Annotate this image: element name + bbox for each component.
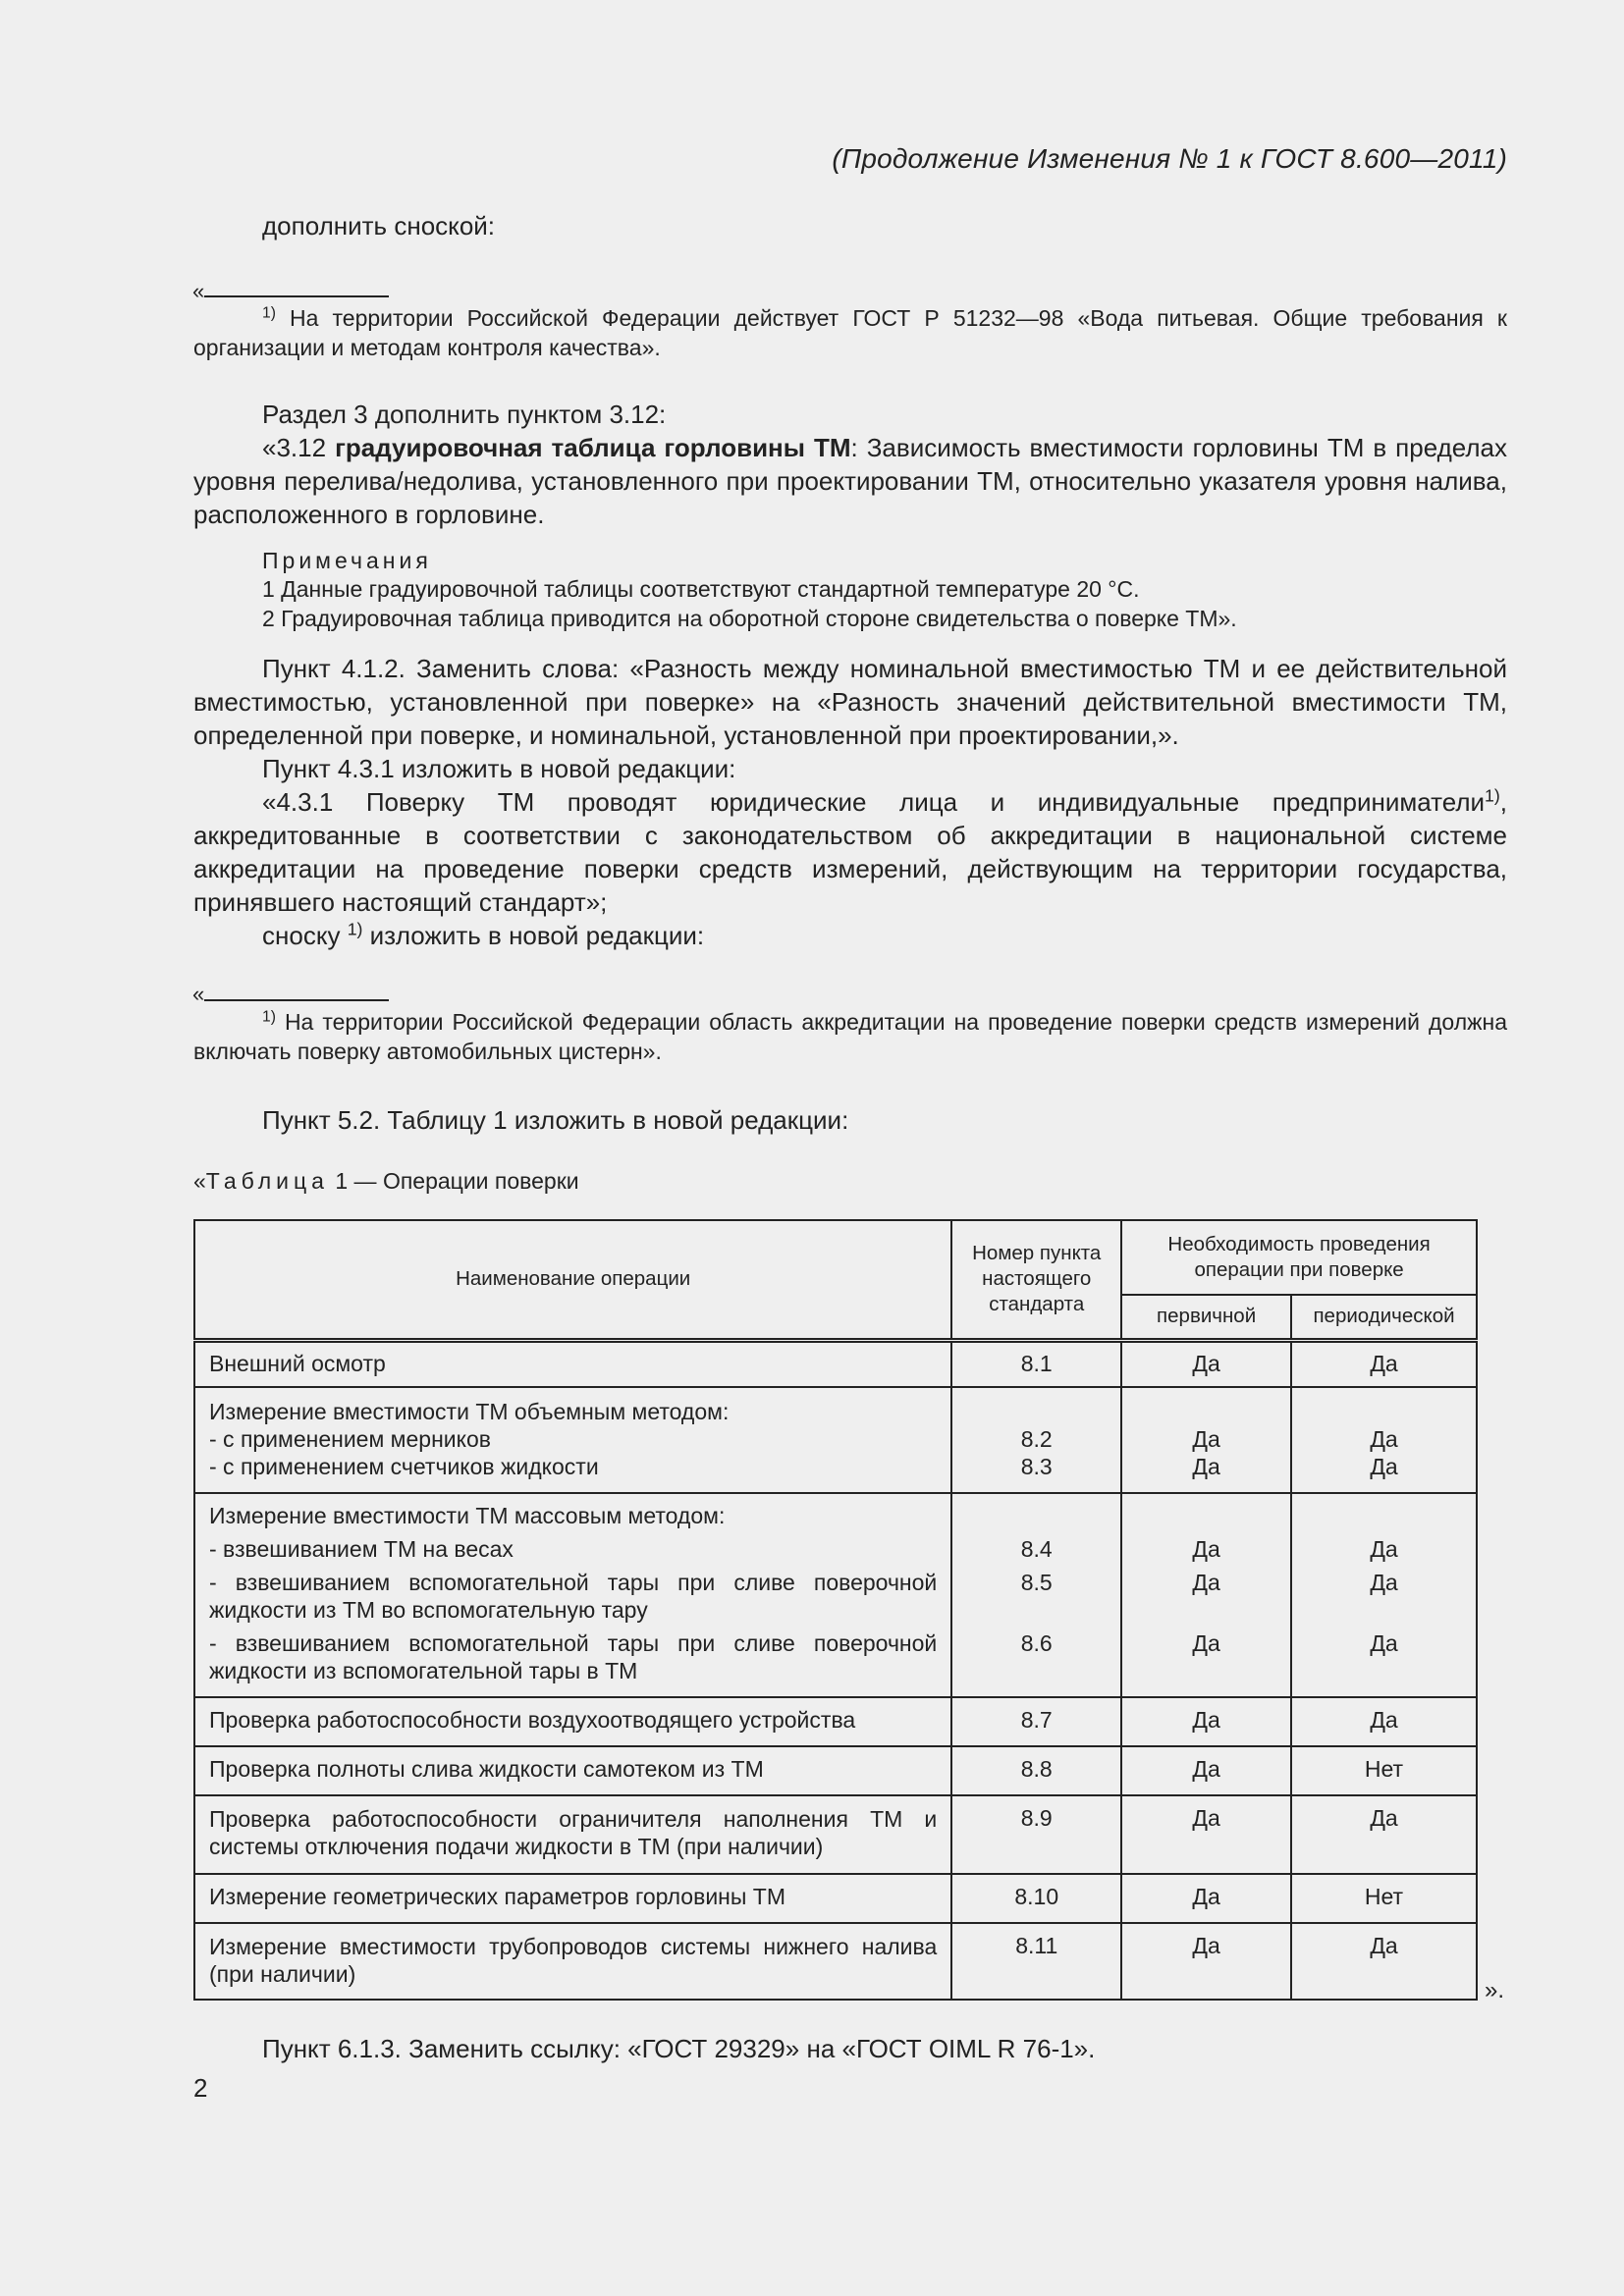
- clause-value: 8.4: [1020, 1536, 1053, 1562]
- cell-periodic: Нет: [1291, 1874, 1477, 1923]
- cell-operation: [194, 1493, 951, 1697]
- paragraph-3-12: [193, 431, 1507, 531]
- cell-operation: Проверка работоспособности воздухоотводящего устройства: [194, 1697, 951, 1746]
- header-periodic: периодической: [1291, 1295, 1477, 1340]
- cell-clause: 8.11: [951, 1923, 1121, 2000]
- paragraph-4-1-2: Пункт 4.1.2. Заменить слова: «Разность между номинальной вместимостью ТМ и ее действительной вместимостью, установленной при поверке» на «Разность значений действительной вместимости ТМ, определенной при поверке, и номинальной, установленной при проектировании,».: [193, 654, 1507, 750]
- primary-value: Да: [1192, 1630, 1220, 1656]
- term-title: градуировочная таблица горловины ТМ: [335, 433, 851, 462]
- footnote-rule: [204, 999, 389, 1001]
- note-2: 2 Градуировочная таблица приводится на оборотной стороне свидетельства о поверке ТМ».: [262, 606, 1237, 631]
- periodic-value: Да: [1370, 1630, 1398, 1656]
- header-necessity: Необходимость проведения операции при поверке: [1121, 1220, 1477, 1295]
- table-row: [194, 1923, 1477, 2000]
- cell-periodic: Да: [1291, 1923, 1477, 2000]
- footnote-rule: [204, 295, 389, 297]
- cell-clause: 8.10: [951, 1874, 1121, 1923]
- cell-clause: 8.9: [951, 1795, 1121, 1874]
- cell-periodic: Да: [1291, 1795, 1477, 1874]
- table-row: [194, 1697, 1477, 1746]
- table-row: [194, 1387, 1477, 1493]
- operation-text: Измерение вместимости трубопроводов системы нижнего налива (при наличии): [209, 1934, 938, 1987]
- footnote-marker: 1): [262, 304, 276, 322]
- footnote-text: На территории Российской Федерации область аккредитации на проведение поверки средств измерений должна включать поверку автомобильных цистерн».: [193, 1009, 1507, 1064]
- cell-clause: 8.8: [951, 1746, 1121, 1795]
- term-number: «3.12: [262, 433, 336, 462]
- caption-label: Таблица: [205, 1168, 329, 1194]
- p7-text-a: сноску: [262, 921, 348, 950]
- cell-primary: [1121, 1493, 1291, 1697]
- cell-clause: 8.1: [951, 1340, 1121, 1387]
- caption-quote: «: [193, 1168, 206, 1194]
- p6-text-b: , аккредитованные в соответствии с законодательством об аккредитации в национальной системе аккредитации на проведение поверки средств измерений, действующим на территории государства, принявшего настоящий стандарт»;: [193, 787, 1507, 917]
- paragraph-add-footnote: дополнить сноской:: [262, 211, 496, 240]
- cell-clause: 8.7: [951, 1697, 1121, 1746]
- periodic-value: Да: [1370, 1536, 1398, 1562]
- table-row: [194, 1874, 1477, 1923]
- periodic-value: Да: [1370, 1426, 1398, 1452]
- cell-periodic: [1291, 1493, 1477, 1697]
- cell-operation: Проверка полноты слива жидкости самотеком из ТМ: [194, 1746, 951, 1795]
- note-1: 1 Данные градуировочной таблицы соответствуют стандартной температуре 20 °С.: [262, 576, 1140, 602]
- table-header-row: [194, 1220, 1477, 1295]
- operation-subitem: - взвешиванием вспомогательной тары при сливе поверочной жидкости из ТМ во вспомогательную тару: [209, 1570, 938, 1623]
- cell-primary: Да: [1121, 1340, 1291, 1387]
- periodic-value: Да: [1370, 1570, 1398, 1595]
- footnote-quote-open: «: [192, 279, 205, 303]
- operation-text: Проверка работоспособности ограничителя наполнения ТМ и системы отключения подачи жидкости в ТМ (при наличии): [209, 1806, 938, 1859]
- paragraph-4-3-1-intro: Пункт 4.3.1 изложить в новой редакции:: [262, 754, 736, 783]
- operation-subitem: - с применением мерников: [209, 1426, 491, 1452]
- cell-clause: [951, 1493, 1121, 1697]
- clause-value: 8.6: [1020, 1630, 1053, 1656]
- table-row: [194, 1340, 1477, 1387]
- footnote-ref: 1): [347, 919, 363, 939]
- periodic-value: Да: [1370, 1454, 1398, 1479]
- operation-subitem: - взвешиванием ТМ на весах: [209, 1536, 514, 1562]
- footnote-text: На территории Российской Федерации действует ГОСТ Р 51232—98 «Вода питьевая. Общие требования к организации и методам контроля качества».: [193, 305, 1507, 360]
- clause-value: 8.3: [1020, 1454, 1053, 1479]
- cell-primary: [1121, 1387, 1291, 1493]
- cell-operation: [194, 1795, 951, 1874]
- paragraph-6-1-3: Пункт 6.1.3. Заменить ссылку: «ГОСТ 29329» на «ГОСТ OIML R 76-1».: [262, 2034, 1096, 2063]
- paragraph-4-3-1: [193, 785, 1507, 919]
- caption-title: 1 — Операции поверки: [328, 1168, 579, 1194]
- p6-text-a: «4.3.1 Поверку ТМ проводят юридические лица и индивидуальные предприниматели: [262, 787, 1486, 817]
- primary-value: Да: [1192, 1426, 1220, 1452]
- header-primary: первичной: [1121, 1295, 1291, 1340]
- cell-periodic: [1291, 1387, 1477, 1493]
- p7-text-b: изложить в новой редакции:: [362, 921, 705, 950]
- clause-value: 8.2: [1020, 1426, 1053, 1452]
- operation-group-title: Измерение вместимости ТМ объемным методом:: [209, 1399, 730, 1424]
- cell-operation: Измерение геометрических параметров горловины ТМ: [194, 1874, 951, 1923]
- footnote-ref: 1): [1485, 785, 1500, 806]
- cell-operation: Внешний осмотр: [194, 1340, 951, 1387]
- page-number: 2: [193, 2073, 208, 2103]
- notes-title: Примечания: [262, 548, 432, 573]
- clause-value: 8.5: [1020, 1570, 1053, 1595]
- cell-primary: Да: [1121, 1697, 1291, 1746]
- operation-group-title: Измерение вместимости ТМ массовым методом:: [209, 1503, 726, 1528]
- table-row: [194, 1493, 1477, 1697]
- cell-operation: [194, 1387, 951, 1493]
- operations-table: [193, 1219, 1478, 2001]
- cell-primary: Да: [1121, 1923, 1291, 2000]
- paragraph-5-2: Пункт 5.2. Таблицу 1 изложить в новой редакции:: [262, 1105, 849, 1135]
- primary-value: Да: [1192, 1536, 1220, 1562]
- cell-clause: [951, 1387, 1121, 1493]
- primary-value: Да: [1192, 1570, 1220, 1595]
- cell-primary: Да: [1121, 1746, 1291, 1795]
- term-definition: : Зависимость вместимости горловины ТМ в пределах уровня перелива/недолива, установленного при проектировании ТМ, относительно указателя уровня налива, расположенного в горловине.: [193, 433, 1507, 529]
- header-clause-number: Номер пункта настоящего стандарта: [951, 1220, 1121, 1340]
- header-operation-name: Наименование операции: [194, 1220, 951, 1340]
- footnote-2: [193, 1007, 1507, 1066]
- table-closing-quote: ».: [1485, 1977, 1505, 2003]
- cell-periodic: Да: [1291, 1697, 1477, 1746]
- table-caption: [193, 1168, 579, 1195]
- primary-value: Да: [1192, 1454, 1220, 1479]
- operation-subitem: - взвешиванием вспомогательной тары при сливе поверочной жидкости из вспомогательной тары в ТМ: [209, 1630, 938, 1683]
- table-row: [194, 1795, 1477, 1874]
- cell-primary: Да: [1121, 1874, 1291, 1923]
- paragraph-section3: Раздел 3 дополнить пунктом 3.12:: [262, 400, 667, 429]
- table-row: [194, 1746, 1477, 1795]
- footnote-marker: 1): [262, 1008, 276, 1026]
- cell-periodic: Нет: [1291, 1746, 1477, 1795]
- cell-primary: Да: [1121, 1795, 1291, 1874]
- cell-periodic: Да: [1291, 1340, 1477, 1387]
- paragraph-footnote-change: [193, 919, 1507, 952]
- footnote-quote-open: «: [192, 982, 205, 1006]
- cell-operation: [194, 1923, 951, 2000]
- operation-subitem: - с применением счетчиков жидкости: [209, 1454, 599, 1479]
- page-header: (Продолжение Изменения № 1 к ГОСТ 8.600—2011): [832, 143, 1507, 174]
- footnote-1: [193, 303, 1507, 362]
